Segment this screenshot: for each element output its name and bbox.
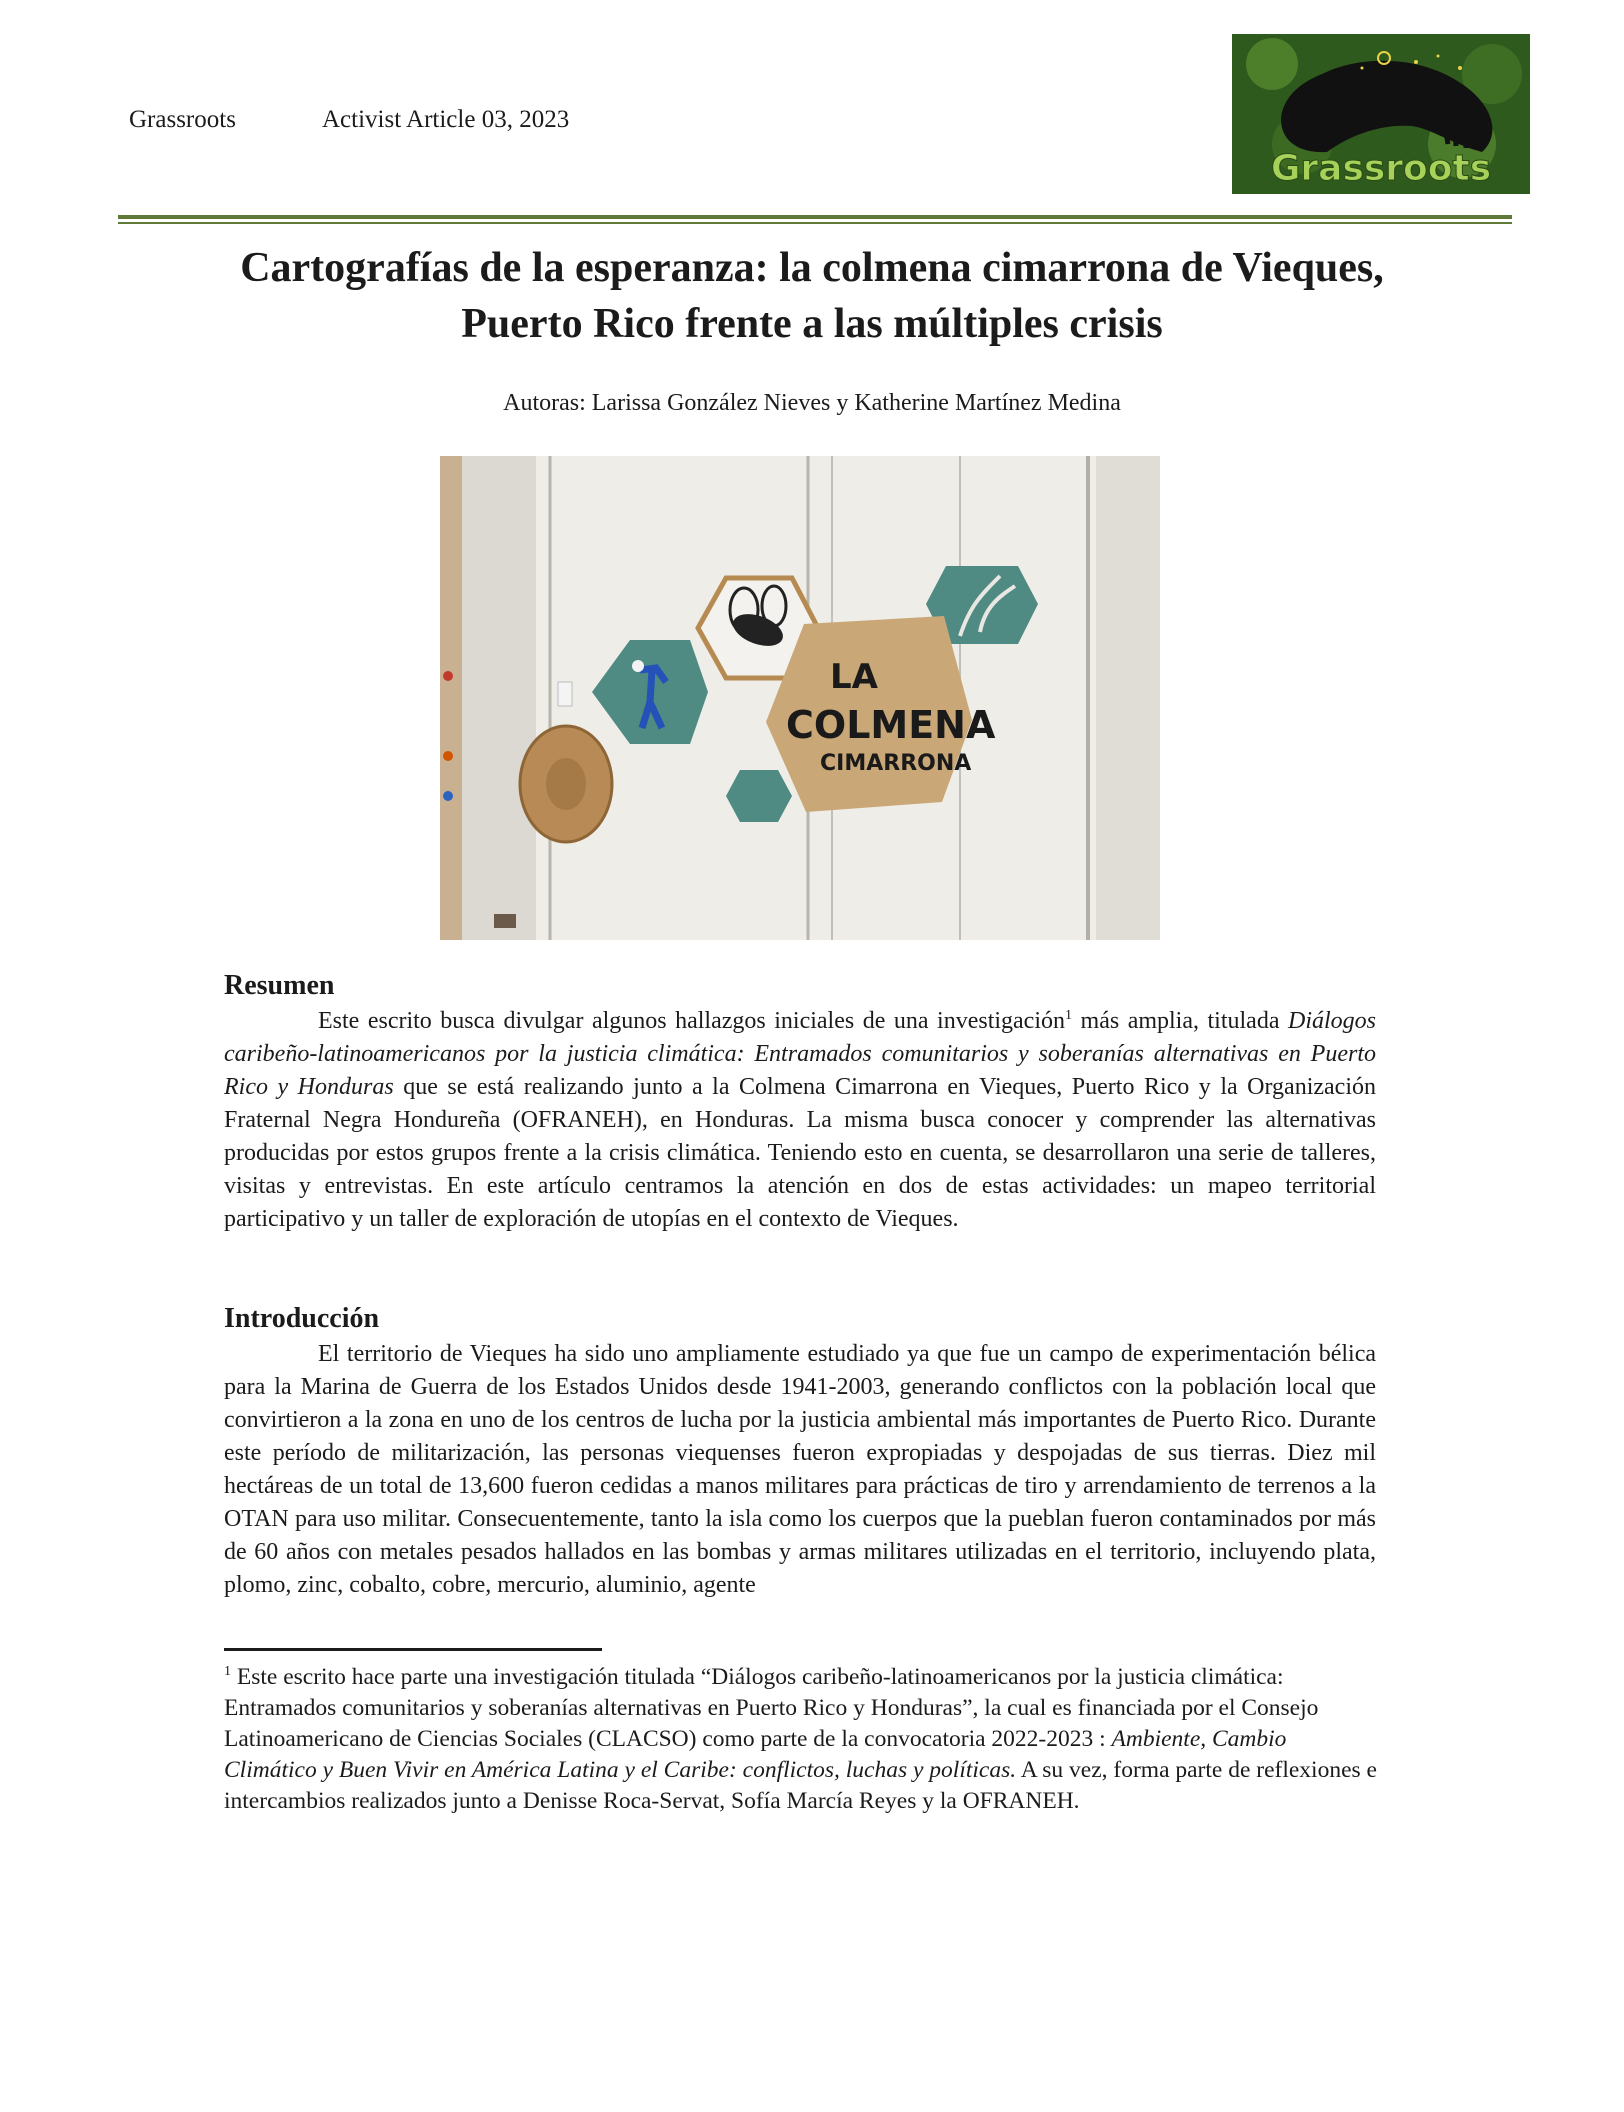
sign-text-colmena: COLMENA [786,703,996,747]
footnote-text-1: Este escrito hace parte una investigación titulada “Diálogos caribeño-latinoamericanos por la justicia climática: Entramados comunitarios y soberanías alternativas en Puerto Rico y Honduras”, la cual es financiada por el Consejo Latinoamericano de Ciencias Sociales (CLACSO) como parte de la convocatoria 2022-2023 : [224,1664,1319,1752]
grassroots-logo [1232,34,1530,194]
authors-line: Autoras: Larissa González Nieves y Katherine Martínez Medina [503,390,1121,416]
footnote-call-title: Ambiente, Cambio Climático y Buen Vivir en América Latina y el Caribe: conflictos, luchas y políticas. [224,1726,1287,1783]
sign-text-cimarrona: CIMARRONA [820,751,972,776]
logo-text: Grassroots [1270,148,1492,189]
footnote-rule [224,1648,602,1651]
journal-name: Grassroots [129,106,236,133]
title-line-2: Puerto Rico frente a las múltiples crisis [461,301,1163,347]
sign-text-la: LA [830,657,878,697]
article-title [140,240,1484,352]
teal-hex-small [726,770,792,822]
footnote-mark: 1 [224,1664,231,1680]
resumen-heading: Resumen [224,970,335,1001]
research-title-italic: Diálogos caribeño-latinoamericanos por la justicia climática: Entramados comunitarios y soberanías alternativas en Puerto Rico y Honduras [224,1008,1377,1100]
issue-label: Activist Article 03, 2023 [322,106,570,133]
colmena-cimarrona-photo [440,456,1160,940]
resumen-text-1: Este escrito busca divulgar algunos hallazgos iniciales de una investigación [318,1008,1066,1034]
resumen-text-3: que se está realizando junto a la Colmena Cimarrona en Vieques, Puerto Rico y la Organización Fraternal Negra Hondureña (OFRANEH), en Honduras. La misma busca conocer y comprender las alternativas producidas por estos grupos frente a la crisis climática. Teniendo esto en cuenta, se desarrollaron una serie de talleres, visitas y entrevistas. En este artículo centramos la atención en dos de estas actividades: un mapeo territorial participativo y un taller de exploración de utopías en el contexto de Vieques. [224,1074,1376,1232]
footnote [224,1662,1384,1817]
title-line-1: Cartografías de la esperanza: la colmena cimarrona de Vieques, [240,245,1384,291]
header-rule [118,215,1512,224]
resumen-paragraph [224,1005,1376,1236]
introduccion-paragraph: El territorio de Vieques ha sido uno ampliamente estudiado ya que fue un campo de experimentación bélica para la Marina de Guerra de los Estados Unidos desde 1941-2003, generando conflictos con la población local que convirtieron a la zona en uno de los centros de lucha por la justicia ambiental más importantes de Puerto Rico. Durante este período de militarización, las personas viequenses fueron expropiadas y despojadas de sus tierras. Diez mil hectáreas de un total de 13,600 fueron cedidas a manos militares para prácticas de tiro y arrendamiento de terrenos a la OTAN para uso militar. Consecuentemente, tanto la isla como los cuerpos que la pueblan fueron contaminados por más de 60 años con metales pesados hallados en las bombas y armas militares utilizadas en el territorio, incluyendo plata, plomo, zinc, cobalto, cobre, mercurio, aluminio, agente [224,1341,1376,1598]
footnote-text-2: A su vez, forma parte de reflexiones e intercambios realizados junto a Denisse Roca-Servat, Sofía Marcía Reyes y la OFRANEH. [224,1757,1377,1814]
introduccion-heading: Introducción [224,1303,380,1334]
resumen-text-2: más amplia, titulada [1072,1008,1288,1034]
footnote-ref: 1 [1065,1008,1073,1023]
